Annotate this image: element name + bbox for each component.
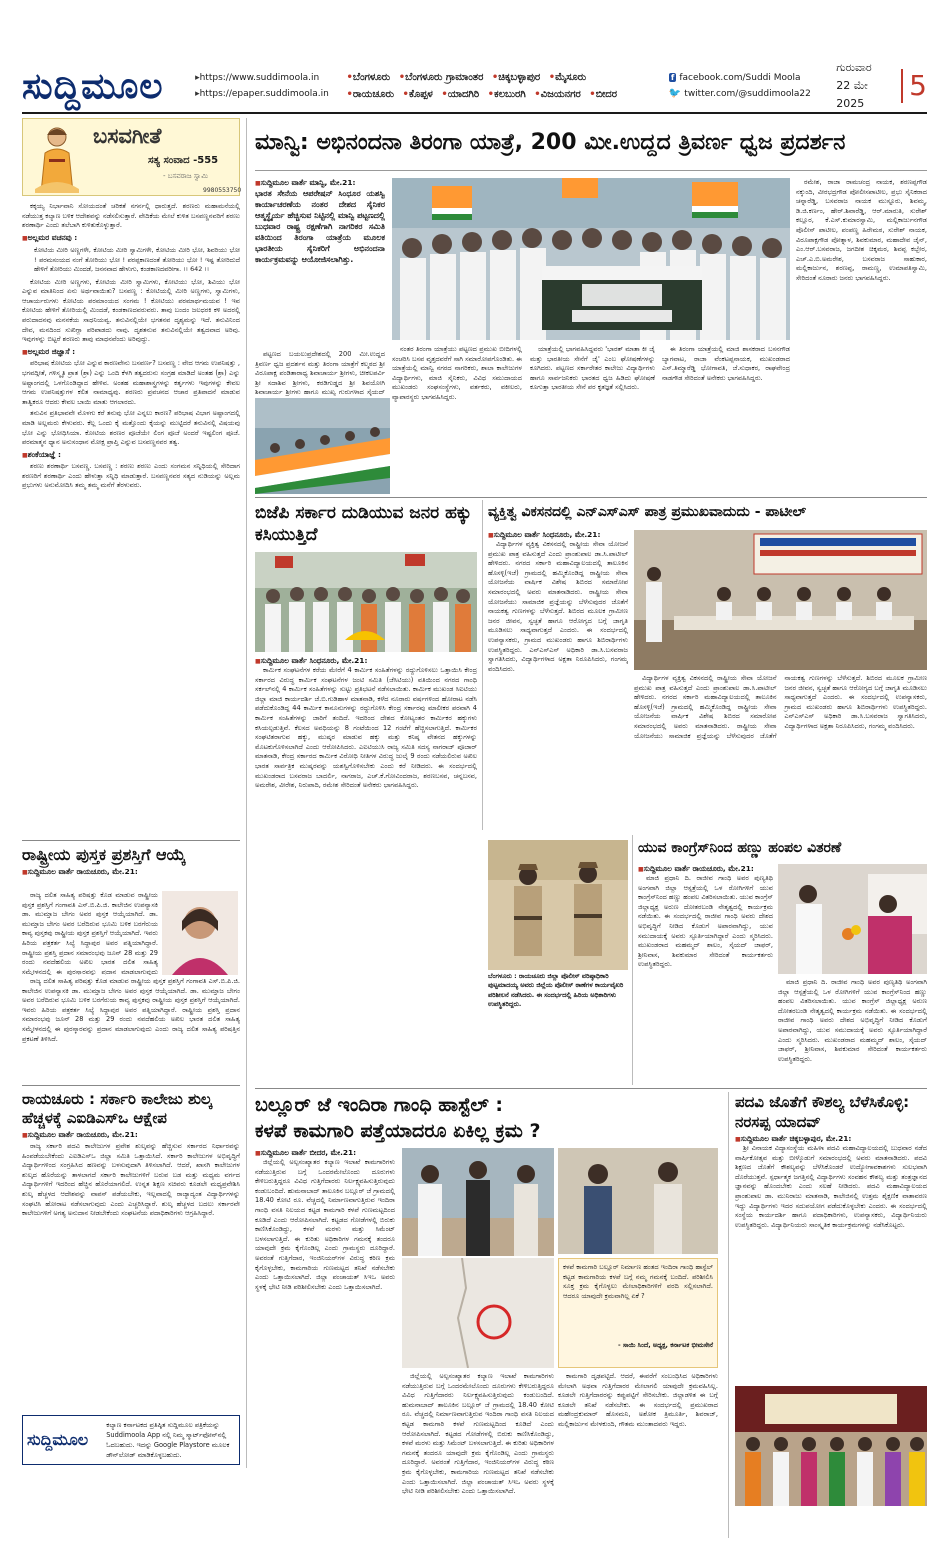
column-divider xyxy=(632,835,633,1085)
hostel-officials-photo xyxy=(558,1148,718,1254)
website-links xyxy=(195,70,342,102)
paragraph: ಕೋಟಿಯ ಮೀರಿ ಅಣ್ಣಗಳು, ಕೋಟಿಯ ಮೀರಿ ಸ್ವಾಮಿಗಳು, ಕೋಟಿಯು ಭೋ, ಶಿವಿಯು ಭೋ ಎನ್ನುವ ಮಾತಿನಿಂದ ಏನು ಅರ್ಥವಾಯಿತು? ಬಸವಣ್ಣ : ಕೋಟಿಯಲ್ಲಿ ಮೀರಿ ಅಣ್ಣಗಳು, ಸ್ವಾಮಿಗಳು, ಆಚಾರ್ಯರುಗಳು ಕೋಟಿಯ ಪರಮಾಂಯದ ಸಂಗಮ ! ಕೋಟಿಯು ಪರಮಾರ್ಥಮಯವ ! ಇವ ಕೋಟಿಯ ಹೇಳಿಗೆ ತೋರಿಯಲ್ಲಿ ಮಿಂದಡೆ, ಕಂಡಕಾಣದವರುವರು. ತಾವು ಬಂದಂ ಜಲಧರಕಿ ಕಳಿ ಅದರಲ್ಲಿ ಪರುದಾದನವು ಮನನಕೆಯ ಸಾಧನಿಯವ್ವ. ತನುವಿನಲ್ಲಿಯೇ ಭಗತನವ ದೃಶ್ಯಮನ್ನು ಇದೆ. ತನುವಿನಿಂದ ದೇವ, ಮನದಿಂದ ಸುಖಿಗ್ಲಾ ಪರಿಪಾಡದು ನಾವು. ದೃಶತನುವ ತನುವಿನಲ್ಲಿಯೇ ತತ್ವದವಾದ ಅರಿವು. ಇವುಗಳನ್ನು ಬಿಟ್ಟರೆ ಶರಣರು ತಾವು ಮಾಧನವೆಂದು ಅರಿವುದ್ದು. xyxy=(22,277,240,344)
nss-event-photo xyxy=(634,530,927,670)
twitter-icon: 🐦 xyxy=(668,88,682,99)
column-divider xyxy=(728,1092,729,1538)
college-event-photo xyxy=(735,1386,927,1506)
police-officers-photo-icon xyxy=(488,840,628,970)
masthead-divider xyxy=(22,112,927,114)
issue-date xyxy=(836,59,895,113)
flag-march-photo-icon xyxy=(255,398,390,494)
article-headline[interactable]: ಯುವ ಕಾಂಗ್ರೆಸ್‌ನಿಂದ ಹಣ್ಣು ಹಂಪಲ ವಿತರಣೆ xyxy=(638,840,842,856)
paragraph: ಈ ತಿರಂಗಾ ಯಾತ್ರೆಯಲ್ಲಿ ಮಾಜಿ ಶಾಸಕರಾದ ಬಸನಗೌಡ ಬ್ಯಾಗವಾಟ, ರಾಜಾ ವೆಂಕಟಪ್ಪನಾಯಕ, ಮುಖಂಡರಾದ ಎಸ್.ತಿಮ್ಮಾರೆಡ್ಡಿ ಭೋಗಾವತಿ, ಜೆ.ಸುಧಾಕರ, ರಾಘವೇಂದ್ರ ನಾಡಗೌಡ ಸೇರಿದಂತೆ ಅನೇಕರು ಭಾಗವಹಿಸಿದ್ದರು. xyxy=(662,345,790,382)
basava-geethe-banner xyxy=(22,118,240,196)
hostel-people-photo xyxy=(402,1148,554,1256)
article-byline: ■ ಸುದ್ದಿಮೂಲ ವಾರ್ತೆ ಚಿಕ್ಕಬಳ್ಳಾಪುರ, ಮೇ.21: xyxy=(735,1134,927,1144)
hostel-article xyxy=(255,1092,725,1144)
fruits-body-2 xyxy=(778,978,927,1084)
police-photo xyxy=(488,840,628,970)
city-item[interactable]: • ಬೆಂಗಳೂರು ಗ್ರಾಮಾಂತರ xyxy=(399,72,484,83)
issue-day: ಗುರುವಾರ xyxy=(836,61,872,74)
college-stage-photo-icon xyxy=(735,1386,927,1506)
fruits-article xyxy=(638,838,927,858)
city-item[interactable]: • ಯಾದಗಿರಿ xyxy=(441,89,479,100)
paragraph: ತನುವಿನ ಪ್ರತಿಭಾವವೇ ಮೊಳಗು ಕರೆ ತನುವು ಭೋ ಎನ್ನಲು ಕಾರಣ? ಪರಿಭಾಷ ವಿಭಾಗ ಅಷ್ಟಾಂಗದಲ್ಲಿ ಮಾಡಿ ಅಲ್ಲಮರು ಕೇಳುವರು. ಕೆಲ್ಲ ಒಂದು ಕೈ ಮತ್ತೊಂದು ಕೈಯನ್ನು ಮುಟ್ಟಿದರೆ ತನುವಿನಲ್ಲಿ ವಿಷಯವು ಭೋ ಎನ್ನು ಭೋಧಿಸಿಯಾ. ಕೋಟಿಯ ಶರಣರ ಪೂಜೆಯೇ ಲಿಂಗ ಪೂಜೆ ಅಂದರೆ ಇಷ್ಟಲಿಂಗ ಪೂಜೆ. ಪರಮಾತ್ಮನ ಧ್ಯಾನ ಅನುಸಂಧಾನ ಮೋಕ್ಷ ಪ್ರಾಪ್ತಿ ಎನ್ನುವ ಬಸವಣ್ಣನವರ ತತ್ವ. xyxy=(22,409,240,447)
article-headline[interactable]: ರಾಷ್ಟ್ರೀಯ ಪುಸ್ತಕ ಪ್ರಶಸ್ತಿಗೆ ಆಯ್ಕೆ xyxy=(22,845,186,864)
author-photo xyxy=(162,891,238,975)
masthead xyxy=(22,62,927,110)
paragraph: ಶ್ರೀ ವಿನಾಯಕ ವಿದ್ಯಾಸಂಸ್ಥೆಯ ಮಹಿಳಾ ಪದವಿ ಮಹಾವಿದ್ಯಾಲಯದಲ್ಲಿ ಬುಧವಾರ ನಡೆದ ವಾರ್ಷಿಕೋತ್ಸವ ಮತ್ತು ಬೀಳ್ಕೊಡುಗೆ ಸಮಾರಂಭದಲ್ಲಿ ಅವರು ಮಾತನಾಡಿದರು. ಪದವಿ ಶಿಕ್ಷಣದ ಜೊತೆಗೆ ಕೌಶಲ್ಯವನ್ನು ಬೆಳೆಸಿಕೊಂಡರೆ ಉದ್ಯೋಗಾವಕಾಶಗಳು ಸುಲಭವಾಗಿ ದೊರೆಯುತ್ತವೆ. ಸ್ಪರ್ಧಾತ್ಮಕ ಜಗತ್ತಿನಲ್ಲಿ ವಿದ್ಯಾರ್ಥಿಗಳು ಸಂವಹನ ಕೌಶಲ್ಯ ಮತ್ತು ತಂತ್ರಜ್ಞಾನದ ಜ್ಞಾನವನ್ನು ಹೊಂದಬೇಕು ಎಂದು ಸಲಹೆ ನೀಡಿದರು. ಪದವಿ ಮಹಾವಿದ್ಯಾಲಯದ ಪ್ರಾಂಶುಪಾಲ ಡಾ. ಮುನಿರಾಜು ಮಾತನಾಡಿ, ಕಾಲೇಜಿನಲ್ಲಿ ಉತ್ತಮ ಶೈಕ್ಷಣಿಕ ವಾತಾವರಣ ಇದ್ದು ವಿದ್ಯಾರ್ಥಿಗಳು ಇದರ ಸದುಪಯೋಗ ಪಡೆದುಕೊಳ್ಳಬೇಕು ಎಂದರು. ಈ ಸಂದರ್ಭದಲ್ಲಿ ಸಂಸ್ಥೆಯ ಕಾರ್ಯದರ್ಶಿ ಹಾಗೂ ಪದಾಧಿಕಾರಿಗಳು, ಉಪನ್ಯಾಸಕರು, ವಿದ್ಯಾರ್ಥಿನಿಯರು ಉಪಸ್ಥಿತರಿದ್ದರು. ವಿದ್ಯಾರ್ಥಿನಿಯರು ಸಾಂಸ್ಕೃತಿಕ ಕಾರ್ಯಕ್ರಮಗಳನ್ನು ನಡೆಸಿಕೊಟ್ಟರು. xyxy=(735,1144,927,1229)
issue-date-text: 22 ಮೇ 2025 xyxy=(836,79,868,110)
paragraph: ರಾಜ್ಯ ದಲಿತ ಸಾಹಿತ್ಯ ಪರಿಷತ್ತು ಕೊಡ ಮಾಡುವ ರಾಷ್ಟ್ರೀಯ ಪುಸ್ತಕ ಪ್ರಶಸ್ತಿಗೆ ಗಂಗಾವತಿ ಎಸ್.ಬಿ.ಪಿ.ಜಿ. ಕಾಲೇಜಿನ ಉಪನ್ಯಾಸಕಿ ಡಾ. ಮುಮ್ತಾಜ ಬೇಗಂ ಅವರ ಪುಸ್ತಕ ಆಯ್ಕೆಯಾಗಿದೆ. ಡಾ. ಮುಮ್ತಾಜ ಬೇಗಂ ಅವರ ಬರೆದಿರುವ ಭೂಮಿ ಬಳಿಕ ಬರಗೆರುಯ ಕಾವ್ಯ ಪುಸ್ತಕವು ರಾಷ್ಟ್ರೀಯ ಪುಸ್ತಕ ಪ್ರಶಸ್ತಿಗೆ ಆಯ್ಕೆಯಾಗಿದೆ. ಇವರು ಹಿರಿಯ ಪತ್ರಕರ್ತ ಸಿಲ್ಯೆ ಸಿದ್ದಾಪುರ ಅವರ ಪತ್ನಿಯಾಗಿದ್ದಾರೆ. ರಾಷ್ಟ್ರೀಯ ಪ್ರಶಸ್ತಿ ಪ್ರದಾನ ಸಮಾರಂಭವು ಜೂನ್ 28 ಮತ್ತು 29 ರಂದು ನವದೆಹಲಿಯ ಅಖಿಲ ಭಾರತ ದಲಿತ ಸಾಹಿತ್ಯ ಸಮ್ಮೇಳನದಲ್ಲಿ ಈ ಪುರಸ್ಕಾರವನ್ನು ಪ್ರದಾನ ಮಾಡಲಾಗುವುದು ಎಂದು ರಾಜ್ಯ ದಲಿತ ಸಾಹಿತ್ಯ ಪರಿಷತ್ತಿನ ಪ್ರಕಟಣೆ ತಿಳಿಸಿದೆ. xyxy=(22,977,240,1043)
tiranga-body-3 xyxy=(530,345,655,495)
tiranga-body-1 xyxy=(255,350,385,396)
paragraph: ನಂತರ ತಿರಂಗಾ ಯಾತ್ರೆಯು ಪಟ್ಟಣದ ಪ್ರಮುಖ ಬೀದಿಗಳಲ್ಲಿ ಸಂಚರಿಸಿ ಬಸವ ವೃತ್ತದವರೆಗೆ ಸಾಗಿ ಸಮಾರೋಪಗೊಂಡಿತು. ಈ ಯಾತ್ರೆಯಲ್ಲಿ ಮಾನ್ವಿ ನಗರದ ನಾಗರಿಕರು, ಶಾಲಾ ಕಾಲೇಜುಗಳ ವಿದ್ಯಾರ್ಥಿಗಳು, ಮಾಜಿ ಸೈನಿಕರು, ವಿವಿಧ ಸಮುದಾಯದ ಮುಖಂಡರು ಸಂಘಸಂಸ್ಥೆಗಳು, ವರ್ತಕರು, ವಕೀಲರು, ವ್ಯಾಪಾರಸ್ಥರು ಭಾಗವಹಿಸಿದ್ದರು. xyxy=(392,345,522,401)
hostel-body-2 xyxy=(402,1372,554,1538)
article-byline: ■ ಸುದ್ದಿಮೂಲ ವಾರ್ತೆ ಸಿಂಧನೂರು, ಮೇ.21: xyxy=(488,530,628,540)
paragraph: ಶರಣು ಶರಣಾರ್ಥಿ ಬಸವಣ್ಣ. ಬಸವಣ್ಣ : ಶರಣು ಶರಣು ಎಂದು ಸಂಗಮನ ಸನ್ನಿಧಿಯಲ್ಲಿ ಸೇರಿದಾಗ ಶರಣರಿಗೆ ಶರಣಾರ್ಥಿ ಎಂದು ಹೇಳುತ್ತಾ ಸನ್ನಿಧಿ ಮಾಡುತ್ತಾರೆ. ಬಸವಣ್ಣನವರ ಸತ್ಯದ ನುಡಿಯನ್ನು ಅಲ್ಲಮ ಪ್ರಭುಗಳು ಅನುಮೋದಿಸಿ ತಮ್ಮ ತಮ್ಮ ಮನೆಗೆ ತೆರಳುವರು. xyxy=(22,462,240,490)
page-number: 5 xyxy=(901,69,927,103)
vachana-verse: ಕೋಟಿಯ ಮೀರಿ ಅಣ್ಣಗಳೇ, ಕೋಟಿಯ ಮೀರಿ ಸ್ವಾಮಿಗಳೇ, ಕೋಟಿಯ ಮೀರಿ ಭೋ, ಶಿವರಿಯು ಭೋ ! ಪರಮಸಂಯದ ನಂಗೆ ತೋರಿಯು ಭೋ ! ಪರಪ್ಪಕಾಣದಂತೆ ತೋರಿಯು ಭೋ ! ಇಷ್ಟ ತೋರಿದುದೆ ಹೇಳಿಗೆ ತೋರಿಯು ಮಿಂದಡೆ, ಜನನವಾದ ಹೇಳುಗು, ಕಂಡಕಾಣದವರೀಗಾ. ।। 642 ।। xyxy=(34,246,240,274)
fruits-body xyxy=(638,864,773,1084)
main-headline[interactable]: ಮಾನ್ವಿ: ಅಭಿನಂದನಾ ತಿರಂಗಾ ಯಾತ್ರೆ, 200 ಮೀ.ಉದ್ದದ ತ್ರಿವರ್ಣ ಧ್ವಜ ಪ್ರದರ್ಶನ xyxy=(255,130,846,155)
paragraph: ಕಾರ್ಮಿಕ ಸಂಘಟನೆಗಳ ಕರೆಯ ಮೇರೆಗೆ 4 ಕಾರ್ಮಿಕ ಸಂಹಿತೆಗಳನ್ನು ರದ್ದುಗೊಳಿಸಲು ಒತ್ತಾಯಿಸಿ ಕೇಂದ್ರ ಸರ್ಕಾರದ ವಿರುದ್ಧ ಕಾರ್ಮಿಕ ಸಂಘಟನೆಗಳ ಜಂಟಿ ಸಮಿತಿ (ಜೆಸಿಟಿಯು) ವತಿಯಿಂದ ನಗರದ ಗಾಂಧಿ ಸರ್ಕಲ್‌ನಲ್ಲಿ 4 ಕಾರ್ಮಿಕ ಸಂಹಿತೆಗಳನ್ನು ಸುಟ್ಟು ಪ್ರತಿಭಟನೆ ನಡೆಸಲಾಯಿತು. ಕಾರ್ಮಿಕ ಮುಖಂಡ ಸಿಐಟಿಯು ಜಿಲ್ಲಾ ಮಾಜಿ ಕಾರ್ಯದರ್ಶಿ ಜೆ.ಬಿ.ಗುಡಿಹಾಳ ಮಾತನಾಡಿ, ಕಳೆದ ನೂರಾರು ವರ್ಷಗಳಿಂದ ಹೋರಾಟ ನಡೆಸಿ ಪಡೆದುಕೊಂಡಿದ್ದ 44 ಕಾರ್ಮಿಕ ಕಾನೂನುಗಳನ್ನು ರದ್ದುಗೊಳಿಸಿ ಕೇಂದ್ರ ಸರ್ಕಾರವು ಮಾಲೀಕರ ಪರವಾಗಿ 4 ಕಾರ್ಮಿಕ ಸಂಹಿತೆಗಳನ್ನು ಜಾರಿಗೆ ತಂದಿದೆ. ಇದರಿಂದ ದೇಶದ ಕೋಟ್ಯಂತರ ಕಾರ್ಮಿಕರ ಹಕ್ಕುಗಳು ಕಸಿಯಲ್ಪಡುತ್ತಿವೆ. ಕೆಲಸದ ಅವಧಿಯನ್ನು 8 ಗಂಟೆಯಿಂದ 12 ಗಂಟೆಗೆ ಹೆಚ್ಚಿಸಲಾಗುತ್ತಿದೆ. ಕಾರ್ಮಿಕರ ಸಂಘಟಿತರಾಗುವ ಹಕ್ಕು, ಮುಷ್ಕರ ಮಾಡುವ ಹಕ್ಕು ಮತ್ತು ಕನಿಷ್ಠ ವೇತನದ ಹಕ್ಕುಗಳನ್ನು ಮೊಟಕುಗೊಳಿಸಲಾಗಿದೆ ಎಂದು ಆರೋಪಿಸಿದರು. ಎಐಟಿಯುಸಿ ರಾಜ್ಯ ಸಮಿತಿ ಸದಸ್ಯ ನಾಗರಾಜ್ ಪೂಜಾರ್ ಮಾತನಾಡಿ, ಕೇಂದ್ರ ಸರ್ಕಾರದ ಕಾರ್ಮಿಕ ವಿರೋಧಿ ನೀತಿಗಳ ವಿರುದ್ಧ ಜುಲೈ 9 ರಂದು ನಡೆಯಲಿರುವ ಅಖಿಲ ಭಾರತ ಸಾರ್ವತ್ರಿಕ ಮುಷ್ಕರವನ್ನು ಯಶಸ್ವಿಗೊಳಿಸಬೇಕು ಎಂದು ಕರೆ ನೀಡಿದರು. ಈ ಸಂದರ್ಭದಲ್ಲಿ ಮುಖಂಡರಾದ ಬಸವರಾಜ ಬಾದರ್ಲಿ, ನಾಗರಾಜ, ಎಚ್.ಕೆ.ಗೋವಿಂದರಾಜ, ಶರಣಬಸವ, ಚನ್ನಬಸವ, ಅಮರೇಶ, ವೀರೇಶ, ನಿರುಪಾದಿ, ರಮೇಶ ಸೇರಿದಂತೆ ಅನೇಕರು ಭಾಗವಹಿಸಿದ್ದರು. xyxy=(255,666,477,790)
hospital-distribution-photo-icon xyxy=(778,864,927,974)
article-body xyxy=(255,1158,395,1534)
paragraph: ಪರಿಭಾಷ ಕೋಟಿಯ ಭೋ ಎನ್ನುವ ಕಾರಣವೇನು ಬಸವರ್ಣ? ಬಸವಣ್ಣ : ವೇದ ಆಗಮ ಉಪನಿಷತ್ತು , ಭಗವದ್ಗೀತೆ, ಗಳಿಸ್ಮೃತಿ ಪ್ರಾತ (ಶ್ರಾ) ಎನ್ನು ಒಂದಿ ಕೆಳಗಿ ತತ್ವದರುನು ಸಂಗ್ರಹ ಮಾಡಿದೆ ಅಂತಹ (ಶ್ರಾ) ಎನ್ನು ಅಷ್ಟಾಂಗದಲ್ಲಿ ಒಳಗೊಂಡಿದ್ದಾದ ಹೇಳಿವ. ಅಂತಹ ಮಹಾಶಾಸ್ತ್ರಗಳನ್ನು ಕರ್ತೃಗಳು ಇವುಗಳನ್ನು ಕೇವಲ ಆಗಮ ಉಪನಿಷತ್ತುಗಳ ಕಲಿತ ನಾಮಾಧ್ಯವು. ಶರಣರು ಪ್ರವಚನದ ಆಚಾರ ಪ್ರತಿಪಾದನೆ ಮಾಡುವ ತಾತ್ವಿಕರೂ ಆದರು ಕೇವಲ ಬಾಯಿ ಮಾತು ಆಗಲಾರದು. xyxy=(22,359,240,406)
city-item[interactable]: • ವಿಜಯನಗರ xyxy=(534,89,581,100)
basavanna-portrait-icon xyxy=(27,123,87,193)
wall-crack-photo xyxy=(402,1258,554,1368)
article-headline[interactable]: ಬಿಜೆಪಿ ಸರ್ಕಾರ ದುಡಿಯುವ ಜನರ ಹಕ್ಕು ಕಸಿಯುತ್ತಿದೆ xyxy=(255,503,472,545)
article-lead: ಭಾರತ ಸೇನೆಯ ಆಪರೇಷನ್ ಸಿಂಧೂರ ಯಶಸ್ವಿ ಕಾರ್ಯಾಚರಣೆಯ ನಂತರ ದೇಶದ ಸೈನಿಕರ ಆತ್ಮಸ್ಥೈರ್ಯ ಹೆಚ್ಚಿಸುವ ನಿಟ್ಟಿನಲ್ಲಿ ಮಾನ್ವಿ ಪಟ್ಟಣದಲ್ಲಿ ಬುಧವಾರ ರಾಷ್ಟ್ರ ರಕ್ಷಣೆಗಾಗಿ ನಾಗರಿಕರ ಸಮಿತಿ ವತಿಯಿಂದ ತಿರಂಗಾ ಯಾತ್ರೆಯ ಮೂಲಕ ಭಾರತೀಯ ಸೈನಿಕರಿಗೆ ಅಭಿನಂದನಾ ಕಾರ್ಯಕ್ರಮವನ್ನು ಆಯೋಜಿಸಲಾಗಿತ್ತು. xyxy=(255,189,385,264)
tiranga-body-4 xyxy=(662,345,790,495)
paragraph: ಕಾಮಗಾರಿ ದೃಢಪಟ್ಟಿದೆ. ಆದರೆ, ಈವರೆಗೆ ಸಂಬಂಧಿಸಿದ ಅಧಿಕಾರಿಗಳು ಮೇಲಾಗಿ ಅಥವಾ ಗುತ್ತಿಗೆದಾರರ ಮೇಲಾಗಲಿ ಯಾವುದೇ ಕ್ರಮವಹಿಸಿಲ್ಲ. ಕೂಡಲೇ ಗುತ್ತಿಗೆದಾರರನ್ನು ಕಪ್ಪುಪಟ್ಟಿಗೆ ಸೇರಿಸಬೇಕು. ಜಿಲ್ಲಾಡಳಿತ ಈ ಬಗ್ಗೆ ಕೂಡಲೇ ತನಿಖೆ ನಡೆಸಬೇಕು. ಈ ಸಂದರ್ಭದಲ್ಲಿ ಪ್ರಮುಖರಾದ ಮಹೇಂದ್ರಕುಮಾರ್ ಹೊಸಮನಿ, ಅಶೋಕ ತ್ರಿಮೂರ್ತಿ, ಶಿವರಾಜ್, ಮಲ್ಲಿಕಾರ್ಜುನ ಮೇಳಕುಂದಿ, ಗೌತಮ ಮುಂತಾದವರು ಇದ್ದರು. xyxy=(558,1372,718,1428)
quote-box xyxy=(558,1258,718,1368)
section-label: ■ ಶಂಕೆಯಾಜ್ಞೆ : xyxy=(22,450,240,461)
article-headline-line1[interactable]: ಬಲ್ಲೂರ್ ಜೆ ಇಂದಿರಾ ಗಾಂಧಿ ಹಾಸ್ಟೆಲ್ : xyxy=(255,1094,504,1116)
tiranga-lead xyxy=(255,178,385,348)
city-item[interactable]: • ರಾಯಚೂರು xyxy=(346,89,394,100)
paragraph: ಕಕ್ಕಯ್ಯ ನಿರ್ಭಾವಾನಿ ಸೋಯದಂತೆ ಚರಿಕತೆ ನಗರ್ನಲ್ಲಿ ಧಾರುತ್ತದೆ. ಶರಣರು ಮಹಾಮನೆಯಲ್ಲಿ ನಡೆಯುತ್ತ ಕಲ್ಯಾಣ ಬಳಿಕ ಆದೇಶವನ್ನು ನಡೆಸಲಿಸುತ್ತಾರೆ. ವೇದಿಕೆಯ ಮೇಲೆ ಕುಳಿತ ಬಸವಣ್ಣನವರಿಗೆ ಶರಣು ಶರಣಾರ್ಥಿ ಎಂದು ತಲೆಬಾಗಿ ಕುಳಿತುಕೊಳ್ಳುತ್ತಾರೆ. xyxy=(22,202,240,230)
skill-body xyxy=(735,1134,927,1382)
paragraph: ಜಿಲ್ಲೆಯಲ್ಲಿ ಅಲ್ಪಸಂಖ್ಯಾತರ ಕಲ್ಯಾಣ ಇಲಾಖೆ ಕಾಮಗಾರಿಗಳು ನಡೆಯುತ್ತಿರುವ ಬಗ್ಗೆ ಒಂದರಮೇಲೊಂದು ದೂರುಗಳು ಕೇಳಿಬರುತ್ತಿದ್ದರೂ ವಿವಿಧ ಗುತ್ತಿಗೆದಾರರು ನಿರ್ಲಕ್ಷ್ಯವಹಿಸುತ್ತಿರುವುದು ಕಂಡುಬಂದಿದೆ. ಹುಮನಾಬಾದ್ ತಾಲೂಕಿನ ಬಲ್ಲೂರ್ ಜೆ ಗ್ರಾಮದಲ್ಲಿ 18.40 ಕೋಟಿ ರೂ. ವೆಚ್ಚದಲ್ಲಿ ನಿರ್ಮಾಣವಾಗುತ್ತಿರುವ ಇಂದಿರಾ ಗಾಂಧಿ ವಸತಿ ನಿಲಯದ ಕಟ್ಟಡ ಕಾಮಗಾರಿ ಕಳಪೆ ಗುಣಮಟ್ಟದಿಂದ ಕೂಡಿದೆ ಎಂದು ಆರೋಪಿಸಲಾಗಿದೆ. ಕಟ್ಟಡದ ಗೋಡೆಗಳಲ್ಲಿ ಬಿರುಕು ಕಾಣಿಸಿಕೊಂಡಿದ್ದು, ಕಳಪೆ ಮರಳು ಮತ್ತು ಸಿಮೆಂಟ್ ಬಳಸಲಾಗುತ್ತಿದೆ. ಈ ಕುರಿತು ಅಧಿಕಾರಿಗಳ ಗಮನಕ್ಕೆ ತಂದರೂ ಯಾವುದೇ ಕ್ರಮ ಕೈಗೊಂಡಿಲ್ಲ ಎಂದು ಗ್ರಾಮಸ್ಥರು ದೂರಿದ್ದಾರೆ. ಅವರಂತೆ ಗುತ್ತಿಗೆದಾರ, ಇಂಜಿನಿಯರ್‌ಗಳ ವಿರುದ್ಧ ಕಠಿಣ ಕ್ರಮ ಕೈಗೊಳ್ಳಬೇಕು, ಕಾಮಗಾರಿಯ ಗುಣಮಟ್ಟದ ತನಿಖೆ ನಡೆಸಬೇಕು ಎಂದು ಒತ್ತಾಯಿಸಲಾಗಿದೆ. ಜಿಲ್ಲಾ ಪಂಚಾಯತ್ ಸಿಇಒ ಅವರು ಸ್ಥಳಕ್ಕೆ ಭೇಟಿ ನೀಡಿ ಪರಿಶೀಲಿಸಬೇಕು ಎಂದು ಒತ್ತಾಯಿಸಲಾಗಿದೆ. xyxy=(402,1372,554,1496)
officials-photo-icon xyxy=(558,1148,718,1254)
city-item[interactable]: • ಕಲಬುರಗಿ xyxy=(488,89,526,100)
promo-logo: ಸುದ್ದಿಮೂಲ xyxy=(27,1430,89,1449)
column-divider xyxy=(246,118,247,1468)
paragraph: ವಿದ್ಯಾರ್ಥಿಗಳ ವ್ಯಕ್ತಿತ್ವ ವಿಕಸನದಲ್ಲಿ ರಾಷ್ಟ್ರೀಯ ಸೇವಾ ಯೋಜನೆ ಪ್ರಮುಖ ಪಾತ್ರ ವಹಿಸುತ್ತದೆ ಎಂದು ಪ್ರಾಂಶುಪಾಲ ಡಾ.ಸಿ.ಪಾಟೀಲ್ ಹೇಳಿದರು. ನಗರದ ಸರ್ಕಾರಿ ಮಹಾವಿದ್ಯಾಲಯದಲ್ಲಿ ತಾಲೂಕಿನ ಹೊಸಳ್ಳಿ(ಇಜೆ) ಗ್ರಾಮದಲ್ಲಿ ಹಮ್ಮಿಕೊಂಡಿದ್ದ ರಾಷ್ಟ್ರೀಯ ಸೇವಾ ಯೋಜನೆಯ ವಾರ್ಷಿಕ ವಿಶೇಷ ಶಿಬಿರದ ಸಮಾರೋಪ ಸಮಾರಂಭದಲ್ಲಿ ಅವರು ಮಾತನಾಡಿದರು. ರಾಷ್ಟ್ರೀಯ ಸೇವಾ ಯೋಜನೆಯು ಸಾಮಾಜಿಕ ಪ್ರಜ್ಞೆಯನ್ನು ಬೆಳೆಸುವುದರ ಜೊತೆಗೆ ನಾಯಕತ್ವ ಗುಣಗಳನ್ನು ಬೆಳೆಸುತ್ತದೆ. ಶಿಬಿರದ ಮೂಲಕ ಗ್ರಾಮೀಣ ಜನರ ಜೀವನ, ಸ್ವಚ್ಛತೆ ಹಾಗೂ ಆರೋಗ್ಯದ ಬಗ್ಗೆ ಜಾಗೃತಿ ಮೂಡಿಸಲು ಸಾಧ್ಯವಾಗುತ್ತದೆ ಎಂದರು. ಈ ಸಂದರ್ಭದಲ್ಲಿ ಉಪನ್ಯಾಸಕರು, ಗ್ರಾಮದ ಮುಖಂಡರು ಹಾಗೂ ಶಿಬಿರಾರ್ಥಿಗಳು ಉಪಸ್ಥಿತರಿದ್ದರು. ಎನ್‌ಎಸ್‌ಎಸ್ ಅಧಿಕಾರಿ ಡಾ.ಸಿ.ಬಸವರಾಜ ಸ್ವಾಗತಿಸಿದರು, ವಿದ್ಯಾರ್ಥಿಗಳಾದ ಅಕ್ಷತಾ ನಿರೂಪಿಸಿದರು, ಗಂಗಮ್ಮ ವಂದಿಸಿದರು. xyxy=(488,540,628,673)
section-label: ■ ಅಲ್ಲಮರ ವಚನವು : xyxy=(22,233,240,244)
divider xyxy=(22,1085,240,1086)
article-headline[interactable]: ವ್ಯಕ್ತಿತ್ವ ವಿಕಸನದಲ್ಲಿ ಎನ್‌ಎಸ್‌ಎಸ್ ಪಾತ್ರ ಪ್ರಮುಖವಾದುದು - ಪಾಟೀಲ್ xyxy=(488,504,807,520)
hostel-body xyxy=(255,1148,395,1538)
article-byline: ■ ಸುದ್ದಿಮೂಲ ವಾರ್ತೆ ರಾಯಚೂರು, ಮೇ.21: xyxy=(22,867,240,877)
divider xyxy=(255,497,927,498)
social-links xyxy=(669,70,816,102)
city-item[interactable]: • ಬೆಂಗಳೂರು xyxy=(346,72,390,83)
hospital-photo xyxy=(778,864,927,974)
website-link[interactable]: ▸ https://www.suddimoola.in xyxy=(195,70,342,86)
article-headline-line2[interactable]: ಕಳಪೆ ಕಾಮಗಾರಿ ಪತ್ತೆಯಾದರೂ ಏಕಿಲ್ಲ ಕ್ರಮ ? xyxy=(255,1120,541,1142)
article-headline[interactable]: ಪದವಿ ಜೊತೆಗೆ ಕೌಶಲ್ಯ ಬೆಳೆಸಿಕೊಳ್ಳಿ: ನರಸಪ್ಪ ಯಾದವ್ xyxy=(735,1093,910,1131)
facebook-icon: f xyxy=(670,73,675,82)
bjp-article xyxy=(255,502,477,546)
college-fee-article xyxy=(22,1090,240,1390)
rally-photo-icon xyxy=(392,178,790,340)
rally-photo xyxy=(392,178,790,340)
paragraph: ರಾಜ್ಯ ಸರ್ಕಾರಿ ಪದವಿ ಕಾಲೇಜುಗಳ ಪ್ರವೇಶ ಶುಲ್ಕವನ್ನು ಹೆಚ್ಚಿಸುವ ಸರ್ಕಾರದ ನಿರ್ಧಾರವನ್ನು ಹಿಂಪಡೆಯಬೇಕೆಂದು ಎಐಡಿಎಸ್ಒ ಜಿಲ್ಲಾ ಸಮಿತಿ ಒತ್ತಾಯಿಸಿದೆ. ಸರ್ಕಾರಿ ಕಾಲೇಜುಗಳ ಅಭಿವೃದ್ಧಿಗೆ ವಿದ್ಯಾರ್ಥಿಗಳಿಂದ ಸಂಗ್ರಹಿಸಿದ ಹಣವನ್ನು ಬಳಸುವುದಾಗಿ ತಿಳಿಸಲಾಗಿದೆ. ಆದರೆ, ಖಾಸಗಿ ಕಾಲೇಜುಗಳ ಶುಲ್ಕದ ಹೊರೆಯನ್ನು ತಾಳಲಾಗದೆ ಸರ್ಕಾರಿ ಕಾಲೇಜುಗಳಿಗೆ ಬರುವ ಬಡ ಮತ್ತು ಮಧ್ಯಮ ವರ್ಗದ ವಿದ್ಯಾರ್ಥಿಗಳಿಗೆ ಇದರಿಂದ ಹೆಚ್ಚಿನ ಹೊರೆಯಾಗಲಿದೆ. ಉನ್ನತ ಶಿಕ್ಷಣ ಸಚಿವರು ಕೂಡಲೇ ಮಧ್ಯಪ್ರವೇಶಿಸಿ ಶುಲ್ಕ ಹೆಚ್ಚಳದ ಆದೇಶವನ್ನು ವಾಪಸ್ ಪಡೆಯಬೇಕು, ಇಲ್ಲವಾದಲ್ಲಿ ರಾಜ್ಯಾದ್ಯಂತ ವಿದ್ಯಾರ್ಥಿಗಳನ್ನು ಸಂಘಟಿಸಿ ಹೋರಾಟ ನಡೆಸಲಾಗುವುದು ಎಂದು ಎಚ್ಚರಿಸಿದ್ದಾರೆ. ಶುಲ್ಕ ಹೆಚ್ಚಳದ ಬದಲು ಸರ್ಕಾರವೇ ಕಾಲೇಜುಗಳಿಗೆ ಅಗತ್ಯ ಅನುದಾನ ನೀಡಬೇಕೆಂದು ಸಂಘಟನೆಯ ಪದಾಧಿಕಾರಿಗಳು ಆಗ್ರಹಿಸಿದ್ದಾರೆ. xyxy=(22,1142,240,1218)
city-item[interactable]: • ಚಿಕ್ಕಬಳ್ಳಾಪುರ xyxy=(492,72,540,83)
article-byline: ■ ಸುದ್ದಿಮೂಲ ವಾರ್ತೆ ರಾಯಚೂರು, ಮೇ.21: xyxy=(22,1130,240,1140)
tiranga-names xyxy=(796,178,927,494)
quote-attribution: - ಸಾಯಿ ಸಿಂದೆ, ಅಧ್ಯಕ್ಷ, ಕರ್ನಾಟಕ ಭೀಮಸೇನೆ xyxy=(618,1341,713,1349)
column-divider xyxy=(482,500,483,830)
police-photo-caption: ಬೆಂಗಳೂರು : ರಾಯಚೂರು ಜಿಲ್ಲಾ ಪೊಲೀಸ್ ವರಿಷ್ಠಾಧಿಕಾರಿ ಪುಟ್ಟಮಾದಯ್ಯ ಅವರು ಜಿಲ್ಲೆಯ ಪೊಲೀಸ್ ಠಾಣೆಗಳ ಕಾರ್ಯವೈಖರಿ ಪರಿಶೀಲನೆ ನಡೆಸಿದರು. ಈ ಸಂದರ್ಭದಲ್ಲಿ ಹಿರಿಯ ಅಧಿಕಾರಿಗಳು ಉಪಸ್ಥಿತರಿದ್ದರು. xyxy=(488,972,624,1009)
city-editions xyxy=(346,69,660,103)
article-body xyxy=(638,874,773,1080)
basava-phone: 9980553750 xyxy=(203,187,242,194)
promo-text: ಕಲ್ಯಾಣ ಕರ್ನಾಟಕದ ಪ್ರತಿಷ್ಠಿತ ಸುದ್ದಿಮೂಲ ಪತ್ರಿಕೆಯನ್ನು Suddimoola App ನಲ್ಲಿ ನಿಮ್ಮ ಸ್ಮಾರ್ಟ್‌ಫೋನ್‌ನಲ್ಲಿ ಓದಬಹುದು. ಇದನ್ನು Google Playstore ಮೂಲಕ ಡೌನ್‌ಲೋಡ್ ಮಾಡಿಕೊಳ್ಳಬಹುದು. xyxy=(106,1421,230,1459)
twitter-link[interactable]: twitter.com/@suddimoola22 xyxy=(684,89,811,99)
basava-author: - ಬಸವರಾಜ ಸ್ವಾಮಿ xyxy=(163,172,208,180)
divider xyxy=(255,1088,927,1089)
article-body xyxy=(488,540,628,826)
basava-article xyxy=(22,202,240,834)
nss-body xyxy=(488,530,628,830)
bjp-body xyxy=(255,656,477,1086)
quote-text: ಕಳಪೆ ಕಾಮಗಾರಿ ಬಲ್ಲೂರ್ ನಿರ್ಮಾಣ ಹಂತದ ಇಂದಿರಾ ಗಾಂಧಿ ಹಾಸ್ಟೆಲ್ ಕಟ್ಟಡ ಕಾಮಗಾರಿಯ ಕಳಪೆ ಬಗ್ಗೆ ನಮ್ಮ ಗಮನಕ್ಕೆ ಬಂದಿದೆ. ಪರಿಶೀಲಿಸಿ ಸೂಕ್ತ ಕ್ರಮ ಕೈಗೊಳ್ಳಲು ಮೇಲಾಧಿಕಾರಿಗಳಿಗೆ ವರದಿ ಸಲ್ಲಿಸಲಾಗಿದೆ. ಆದರೂ ಯಾವುದೇ ಕ್ರಮವಾಗಿಲ್ಲ ಏಕೆ ? xyxy=(563,1263,713,1300)
divider xyxy=(22,840,240,841)
epaper-link[interactable]: ▸ https://epaper.suddimoola.in xyxy=(195,86,342,102)
paragraph: ರಮೇಶ, ರಾಜಾ ರಾಮಚಂದ್ರ ನಾಯಕ, ಶರಣಪ್ಪಗೌಡ ನಕ್ಕುಂದಿ, ವೀರಭದ್ರಗೌಡ ಪೋಲೀಸಪಾಟೀಲ, ಪ್ರಭು ಸೈನಿಕರಾದ ಚನ್ನಾರೆಡ್ಡಿ, ಬಸವರಾಜ ನಾಯಕ ಮುಸ್ಟೂರು, ಶಿವಮ್ಮ, ಡಿ.ಜಿ.ಕರ್ಣಂ, ಹೇರ್.ಶಿವಾರೆಡ್ಡಿ, ಆರ್.ಮಾರುತಿ, ಸುರೇಶ್ ಕಲ್ಲೂರ, ಕೆ.ಎಸ್.ಕುಮಾರಸ್ವಾಮಿ, ಮಲ್ಲಿಕಾರ್ಜುನಗೌಡ ಪೊಲೀಸ್ ಪಾಟೀಲ, ಪಂಪಣ್ಣ ಹಿರೇಮಠ, ಸುರೇಶ್ ನಾಯಕ, ವಿರೂಪಾಕ್ಷಗೌಡ ಪೋತ್ನಾಳ, ಶಿವಕುಮಾರ, ಮಹಾದೇವ ಜೈನ್, ಎಂ.ಆರ್.ಬಸವರಾಜ, ಜಗದೀಶ ಚಿಕ್ಕಮಠ, ಶಿವಪ್ಪ ಕಬ್ಬೇರ, ಎಚ್.ಎ.ಬಿ.ಅಮರೇಶ, ಬಸವರಾಜ ಸಾಹುಕಾರ, ಮಲ್ಲಿಕಾರ್ಜುನ, ಶರಣಪ್ಪ, ರಾಮಣ್ಣ, ಉಮಾಪತಿಸ್ವಾಮಿ, ಸೇರಿದಂತೆ ನೂರಾರು ಜನರು ಭಾಗವಹಿಸಿದ್ದರು. xyxy=(796,178,927,282)
person-photo-icon xyxy=(162,891,238,975)
people-at-site-photo-icon xyxy=(402,1148,554,1256)
article-headline[interactable]: ರಾಯಚೂರು : ಸರ್ಕಾರಿ ಕಾಲೇಜು ಶುಲ್ಕ ಹೆಚ್ಚಳಕ್ಕೆ ಎಐಡಿಎಸ್ಒ ಆಕ್ಷೇಪ xyxy=(22,1090,213,1127)
section-label: ■ ಅಲ್ಲಮರ ಜಿಜ್ಞಾಸೆ : xyxy=(22,347,240,358)
basava-subtitle: ಸತ್ಯ ಸಂವಾದ -555 xyxy=(148,155,219,166)
hostel-body-3 xyxy=(558,1372,718,1538)
facebook-link[interactable]: facebook.com/Suddi Moola xyxy=(679,73,801,83)
paragraph: ರಾಜ್ಯ ದಲಿತ ಸಾಹಿತ್ಯ ಪರಿಷತ್ತು ಕೊಡ ಮಾಡುವ ರಾಷ್ಟ್ರೀಯ ಪುಸ್ತಕ ಪ್ರಶಸ್ತಿಗೆ ಗಂಗಾವತಿ ಎಸ್.ಬಿ.ಪಿ.ಜಿ. ಕಾಲೇಜಿನ ಉಪನ್ಯಾಸಕಿ ಡಾ. ಮುಮ್ತಾಜ ಬೇಗಂ ಅವರ ಪುಸ್ತಕ ಆಯ್ಕೆಯಾಗಿದೆ. ಡಾ. ಮುಮ್ತಾಜ ಬೇಗಂ ಅವರ ಬರೆದಿರುವ ಭೂಮಿ ಬಳಿಕ ಬರಗೆರುಯ ಕಾವ್ಯ ಪುಸ್ತಕವು ರಾಷ್ಟ್ರೀಯ ಪುಸ್ತಕ ಪ್ರಶಸ್ತಿಗೆ ಆಯ್ಕೆಯಾಗಿದೆ. ಇವರು ಹಿರಿಯ ಪತ್ರಕರ್ತ ಸಿಲ್ಯೆ ಸಿದ್ದಾಪುರ ಅವರ ಪತ್ನಿಯಾಗಿದ್ದಾರೆ. ರಾಷ್ಟ್ರೀಯ ಪ್ರಶಸ್ತಿ ಪ್ರದಾನ ಸಮಾರಂಭವು ಜೂನ್ 28 ಮತ್ತು 29 ರಂದು ನವದೆಹಲಿಯ ಅಖಿಲ ಭಾರತ ದಲಿತ ಸಾಹಿತ್ಯ ಸಮ್ಮೇಳನದಲ್ಲಿ ಈ ಪುರಸ್ಕಾರವನ್ನು ಪ್ರದಾನ ಮಾಡಲಾಗುವುದು xyxy=(22,891,158,975)
article-body xyxy=(255,666,477,1082)
skill-article xyxy=(735,1092,927,1132)
article-body-top xyxy=(22,891,158,975)
paragraph: ಮಾಜಿ ಪ್ರಧಾನಿ ದಿ. ರಾಜೀವ ಗಾಂಧಿ ಅವರ ಪುಣ್ಯತಿಥಿ ಅಂಗವಾಗಿ ಜಿಲ್ಲಾ ಆಸ್ಪತ್ರೆಯಲ್ಲಿ ಒಳ ರೋಗಿಗಳಿಗೆ ಯುವ ಕಾಂಗ್ರೆಸ್‌ನಿಂದ ಹಣ್ಣು ಹಂಪಲ ವಿತರಿಸಲಾಯಿತು. ಯುವ ಕಾಂಗ್ರೆಸ್ ಜಿಲ್ಲಾಧ್ಯಕ್ಷ ಅರುಣ ದೋತರಬಂಡಿ ನೇತೃತ್ವದಲ್ಲಿ ಕಾರ್ಯಕ್ರಮ ನಡೆಯಿತು. ಈ ಸಂದರ್ಭದಲ್ಲಿ ರಾಜೀವ ಗಾಂಧಿ ಅವರು ದೇಶದ ಅಭಿವೃದ್ಧಿಗೆ ನೀಡಿದ ಕೊಡುಗೆ ಅಪಾರವಾಗಿದ್ದು, ಯುವ ಸಮುದಾಯಕ್ಕೆ ಅವರು ಸ್ಫೂರ್ತಿಯಾಗಿದ್ದಾರೆ ಎಂದು ಸ್ಮರಿಸಿದರು. ಮುಖಂಡರಾದ ಮಹಮ್ಮದ್ ಶಾಲಂ, ಸೈಯದ್ ಜಾಫರ್, ಶ್ರೀನಿವಾಸ, ಶಿವಕುಮಾರ ಸೇರಿದಂತೆ ಕಾರ್ಯಕರ್ತರು ಉಪಸ್ಥಿತರಿದ್ದರು. xyxy=(778,978,927,1063)
award-article xyxy=(22,845,240,1085)
left-column xyxy=(22,118,240,1390)
article-body xyxy=(735,1144,927,1378)
app-promo-box[interactable] xyxy=(22,1415,240,1465)
wall-crack-photo-icon xyxy=(402,1258,554,1368)
paragraph: ಮಾಜಿ ಪ್ರಧಾನಿ ದಿ. ರಾಜೀವ ಗಾಂಧಿ ಅವರ ಪುಣ್ಯತಿಥಿ ಅಂಗವಾಗಿ ಜಿಲ್ಲಾ ಆಸ್ಪತ್ರೆಯಲ್ಲಿ ಒಳ ರೋಗಿಗಳಿಗೆ ಯುವ ಕಾಂಗ್ರೆಸ್‌ನಿಂದ ಹಣ್ಣು ಹಂಪಲ ವಿತರಿಸಲಾಯಿತು. ಯುವ ಕಾಂಗ್ರೆಸ್ ಜಿಲ್ಲಾಧ್ಯಕ್ಷ ಅರುಣ ದೋತರಬಂಡಿ ನೇತೃತ್ವದಲ್ಲಿ ಕಾರ್ಯಕ್ರಮ ನಡೆಯಿತು. ಈ ಸಂದರ್ಭದಲ್ಲಿ ರಾಜೀವ ಗಾಂಧಿ ಅವರು ದೇಶದ ಅಭಿವೃದ್ಧಿಗೆ ನೀಡಿದ ಕೊಡುಗೆ ಅಪಾರವಾಗಿದ್ದು, ಯುವ ಸಮುದಾಯಕ್ಕೆ ಅವರು ಸ್ಫೂರ್ತಿಯಾಗಿದ್ದಾರೆ ಎಂದು ಸ್ಮರಿಸಿದರು. ಮುಖಂಡರಾದ ಮಹಮ್ಮದ್ ಶಾಲಂ, ಸೈಯದ್ ಜಾಫರ್, ಶ್ರೀನಿವಾಸ, ಶಿವಕುಮಾರ ಸೇರಿದಂತೆ ಕಾರ್ಯಕರ್ತರು ಉಪಸ್ಥಿತರಿದ್ದರು. xyxy=(638,874,773,969)
article-body xyxy=(22,1142,240,1382)
flag-march-photo xyxy=(255,398,390,494)
nss-article xyxy=(488,502,927,522)
headline-divider xyxy=(255,170,927,171)
tiranga-body-2 xyxy=(392,345,522,495)
article-body xyxy=(22,977,240,1081)
paragraph: ವಿದ್ಯಾರ್ಥಿಗಳ ವ್ಯಕ್ತಿತ್ವ ವಿಕಸನದಲ್ಲಿ ರಾಷ್ಟ್ರೀಯ ಸೇವಾ ಯೋಜನೆ ಪ್ರಮುಖ ಪಾತ್ರ ವಹಿಸುತ್ತದೆ ಎಂದು ಪ್ರಾಂಶುಪಾಲ ಡಾ.ಸಿ.ಪಾಟೀಲ್ ಹೇಳಿದರು. ನಗರದ ಸರ್ಕಾರಿ ಮಹಾವಿದ್ಯಾಲಯದಲ್ಲಿ ತಾಲೂಕಿನ ಹೊಸಳ್ಳಿ(ಇಜೆ) ಗ್ರಾಮದಲ್ಲಿ ಹಮ್ಮಿಕೊಂಡಿದ್ದ ರಾಷ್ಟ್ರೀಯ ಸೇವಾ ಯೋಜನೆಯ ವಾರ್ಷಿಕ ವಿಶೇಷ ಶಿಬಿರದ ಸಮಾರೋಪ ಸಮಾರಂಭದಲ್ಲಿ ಅವರು ಮಾತನಾಡಿದರು. ರಾಷ್ಟ್ರೀಯ ಸೇವಾ ಯೋಜನೆಯು ಸಾಮಾಜಿಕ ಪ್ರಜ್ಞೆಯನ್ನು ಬೆಳೆಸುವುದರ ಜೊತೆಗೆ ನಾಯಕತ್ವ ಗುಣಗಳನ್ನು ಬೆಳೆಸುತ್ತದೆ. ಶಿಬಿರದ ಮೂಲಕ ಗ್ರಾಮೀಣ ಜನರ ಜೀವನ, ಸ್ವಚ್ಛತೆ ಹಾಗೂ ಆರೋಗ್ಯದ ಬಗ್ಗೆ ಜಾಗೃತಿ ಮೂಡಿಸಲು ಸಾಧ್ಯವಾಗುತ್ತದೆ ಎಂದರು. ಈ ಸಂದರ್ಭದಲ್ಲಿ ಉಪನ್ಯಾಸಕರು, ಗ್ರಾಮದ ಮುಖಂಡರು ಹಾಗೂ ಶಿಬಿರಾರ್ಥಿಗಳು ಉಪಸ್ಥಿತರಿದ್ದರು. ಎನ್‌ಎಸ್‌ಎಸ್ ಅಧಿಕಾರಿ ಡಾ.ಸಿ.ಬಸವರಾಜ ಸ್ವಾಗತಿಸಿದರು, ವಿದ್ಯಾರ್ಥಿಗಳಾದ ಅಕ್ಷತಾ ನಿರೂಪಿಸಿದರು, ಗಂಗಮ್ಮ ವಂದಿಸಿದರು. xyxy=(634,674,927,740)
article-byline: ■ ಸುದ್ದಿಮೂಲ ವಾರ್ತೆ ಸಿಂಧನೂರು, ಮೇ.21: xyxy=(255,656,477,666)
article-byline: ■ ಸುದ್ದಿಮೂಲ ವಾರ್ತೆ ರಾಯಚೂರು, ಮೇ.21: xyxy=(638,864,773,874)
protest-photo-icon xyxy=(255,552,477,652)
nss-body-2 xyxy=(634,674,927,830)
paragraph: ಯಾತ್ರೆಯಲ್ಲಿ ಭಾಗವಹಿಸಿದ್ದವರು 'ಭಾರತ್ ಮಾತಾ ಕೀ ಜೈ ಮತ್ತು ಭಾರತೀಯ ಸೇನೆಗೆ ಜೈ' ಎಂಬ ಘೋಷಣೆಗಳನ್ನು ಕೂಗಿದರು. ಪಟ್ಟಣದ ಸರ್ಕಾರೇತರ ಕಾಲೇಜು ವಿದ್ಯಾರ್ಥಿಗಳು ಹಾಗೂ ಸಾರ್ವಜನಿಕರು ಭಾರತದ ಧ್ವಜ ಹಿಡಿದು ಘೋಷಣೆ ಕೂಗುತ್ತಾ ಭಾರತೀಯ ಸೇನೆ ಪರ ಕೃತಜ್ಞತೆ ಸಲ್ಲಿಸಿದರು. xyxy=(530,345,655,392)
article-byline: ■ ಸುದ್ದಿಮೂಲ ವಾರ್ತೆ ಬೀದರ, ಮೇ.21: xyxy=(255,1148,395,1158)
article-byline: ■ ಸುದ್ದಿಮೂಲ ವಾರ್ತೆ ಮಾನ್ವಿ, ಮೇ.21: xyxy=(255,178,385,188)
paragraph: ಜಿಲ್ಲೆಯಲ್ಲಿ ಅಲ್ಪಸಂಖ್ಯಾತರ ಕಲ್ಯಾಣ ಇಲಾಖೆ ಕಾಮಗಾರಿಗಳು ನಡೆಯುತ್ತಿರುವ ಬಗ್ಗೆ ಒಂದರಮೇಲೊಂದು ದೂರುಗಳು ಕೇಳಿಬರುತ್ತಿದ್ದರೂ ವಿವಿಧ ಗುತ್ತಿಗೆದಾರರು ನಿರ್ಲಕ್ಷ್ಯವಹಿಸುತ್ತಿರುವುದು ಕಂಡುಬಂದಿದೆ. ಹುಮನಾಬಾದ್ ತಾಲೂಕಿನ ಬಲ್ಲೂರ್ ಜೆ ಗ್ರಾಮದಲ್ಲಿ 18.40 ಕೋಟಿ ರೂ. ವೆಚ್ಚದಲ್ಲಿ ನಿರ್ಮಾಣವಾಗುತ್ತಿರುವ ಇಂದಿರಾ ಗಾಂಧಿ ವಸತಿ ನಿಲಯದ ಕಟ್ಟಡ ಕಾಮಗಾರಿ ಕಳಪೆ ಗುಣಮಟ್ಟದಿಂದ ಕೂಡಿದೆ ಎಂದು ಆರೋಪಿಸಲಾಗಿದೆ. ಕಟ್ಟಡದ ಗೋಡೆಗಳಲ್ಲಿ ಬಿರುಕು ಕಾಣಿಸಿಕೊಂಡಿದ್ದು, ಕಳಪೆ ಮರಳು ಮತ್ತು ಸಿಮೆಂಟ್ ಬಳಸಲಾಗುತ್ತಿದೆ. ಈ ಕುರಿತು ಅಧಿಕಾರಿಗಳ ಗಮನಕ್ಕೆ ತಂದರೂ ಯಾವುದೇ ಕ್ರಮ ಕೈಗೊಂಡಿಲ್ಲ ಎಂದು ಗ್ರಾಮಸ್ಥರು ದೂರಿದ್ದಾರೆ. ಅವರಂತೆ ಗುತ್ತಿಗೆದಾರ, ಇಂಜಿನಿಯರ್‌ಗಳ ವಿರುದ್ಧ ಕಠಿಣ ಕ್ರಮ ಕೈಗೊಳ್ಳಬೇಕು, ಕಾಮಗಾರಿಯ ಗುಣಮಟ್ಟದ ತನಿಖೆ ನಡೆಸಬೇಕು ಎಂದು ಒತ್ತಾಯಿಸಲಾಗಿದೆ. ಜಿಲ್ಲಾ ಪಂಚಾಯತ್ ಸಿಇಒ ಅವರು ಸ್ಥಳಕ್ಕೆ ಭೇಟಿ ನೀಡಿ ಪರಿಶೀಲಿಸಬೇಕು ಎಂದು ಒತ್ತಾಯಿಸಲಾಗಿದೆ. xyxy=(255,1158,395,1291)
city-item[interactable]: • ಬೀದರ xyxy=(589,89,617,100)
protest-photo xyxy=(255,552,477,652)
newspaper-logo[interactable]: ಸುದ್ದಿಮೂಲ xyxy=(22,65,164,107)
basava-title: ಬಸವಗೀತೆ xyxy=(93,123,162,148)
city-item[interactable]: • ಕೊಪ್ಪಳ xyxy=(403,89,433,100)
city-item[interactable]: • ಮೈಸೂರು xyxy=(549,72,587,83)
nss-event-photo-icon xyxy=(634,530,927,670)
paragraph: ಪಟ್ಟಣದ ಬಯಲುಪ್ರದೇಶದಲ್ಲಿ 200 ಮೀ.ಉದ್ದದ ತ್ರಿವರ್ಣ ಧ್ವಜ ಪ್ರದರ್ಶನ ಮತ್ತು ತಿರಂಗಾ ಯಾತ್ರೆಗೆ ಕಲ್ಮಠದ ಶ್ರೀ ವಿರೂಪಾಕ್ಷ ಪಂಡಿತಾರಾಧ್ಯ ಶಿವಾಚಾರ್ಯ ಶ್ರೀಗಳು, ಚೀಕಲಪರ್ವಿ ಶ್ರೀ ಸದಾಶಿವ ಶ್ರೀಗಳು, ಕರಡಿಗುಡ್ಡದ ಶ್ರೀ ಶಿವಯೋಗಿ ಶಿವಾಚಾರ್ಯ ಶ್ರೀಗಳು ಹಾಗೂ ಮುಖ್ಯ ಗುರುಗಳಾದ ಸೈಯದ್ xyxy=(255,350,385,396)
